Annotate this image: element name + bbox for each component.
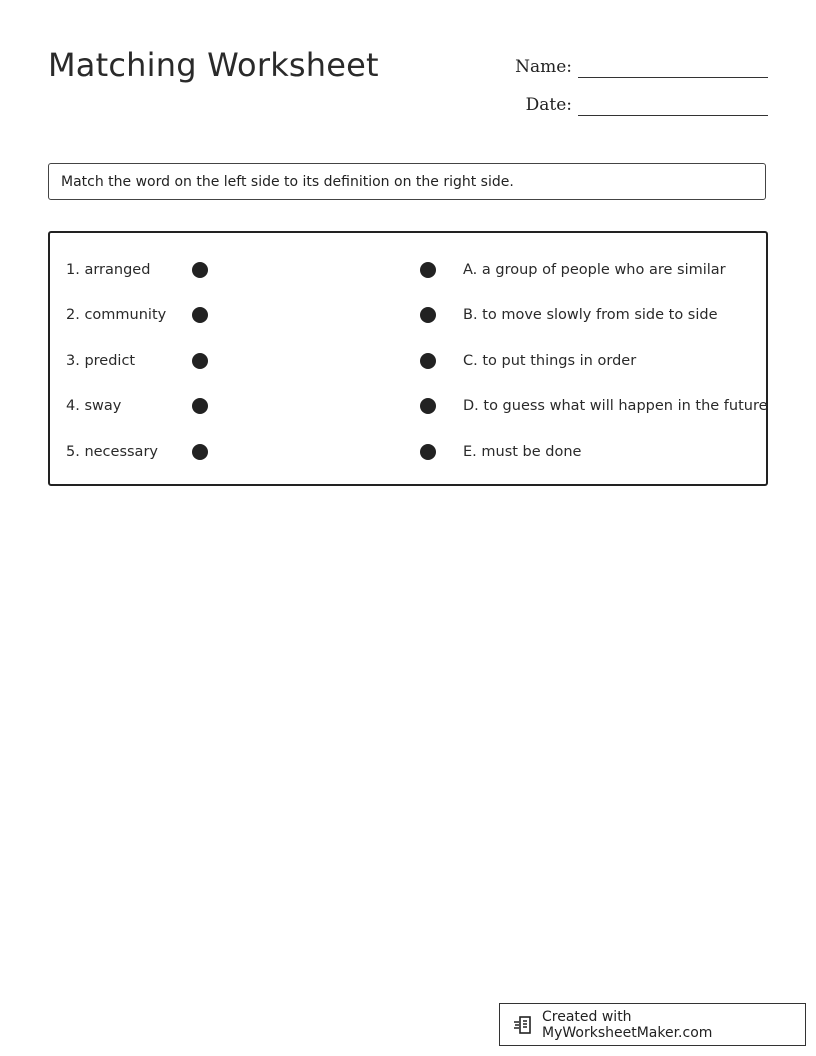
word-dot-icon[interactable] — [192, 353, 208, 369]
footer-text: Created with MyWorksheetMaker.com — [542, 1008, 713, 1041]
date-blank-line[interactable] — [578, 93, 768, 116]
date-field — [500, 90, 768, 116]
footer-credit[interactable] — [499, 1003, 806, 1046]
name-label: Name: — [515, 57, 572, 77]
worksheet-maker-logo-icon — [512, 1014, 534, 1036]
definition-dot-icon[interactable] — [420, 398, 436, 414]
definition-item: C. to put things in order — [463, 353, 637, 369]
word-item: 3. predict — [66, 353, 136, 369]
word-dot-icon[interactable] — [192, 307, 208, 323]
definition-item: E. must be done — [463, 444, 582, 460]
match-row — [50, 394, 766, 418]
instructions-text: Match the word on the left side to its definition on the right side. — [61, 173, 514, 190]
definition-item: D. to guess what will happen in the future — [463, 398, 768, 414]
definition-dot-icon[interactable] — [420, 353, 436, 369]
name-blank-line[interactable] — [578, 55, 768, 78]
page-title: Matching Worksheet — [48, 46, 379, 84]
word-item: 1. arranged — [66, 262, 151, 278]
match-row — [50, 440, 766, 464]
word-item: 4. sway — [66, 398, 122, 414]
matching-box — [48, 231, 768, 486]
date-label: Date: — [525, 95, 572, 115]
match-row — [50, 349, 766, 373]
word-item: 2. community — [66, 307, 167, 323]
definition-item: A. a group of people who are similar — [463, 262, 726, 278]
word-dot-icon[interactable] — [192, 398, 208, 414]
word-dot-icon[interactable] — [192, 444, 208, 460]
match-row — [50, 258, 766, 282]
definition-item: B. to move slowly from side to side — [463, 307, 718, 323]
definition-dot-icon[interactable] — [420, 444, 436, 460]
name-field — [500, 52, 768, 78]
definition-dot-icon[interactable] — [420, 262, 436, 278]
instructions-box — [48, 163, 766, 200]
word-item: 5. necessary — [66, 444, 158, 460]
word-dot-icon[interactable] — [192, 262, 208, 278]
match-row — [50, 303, 766, 327]
definition-dot-icon[interactable] — [420, 307, 436, 323]
